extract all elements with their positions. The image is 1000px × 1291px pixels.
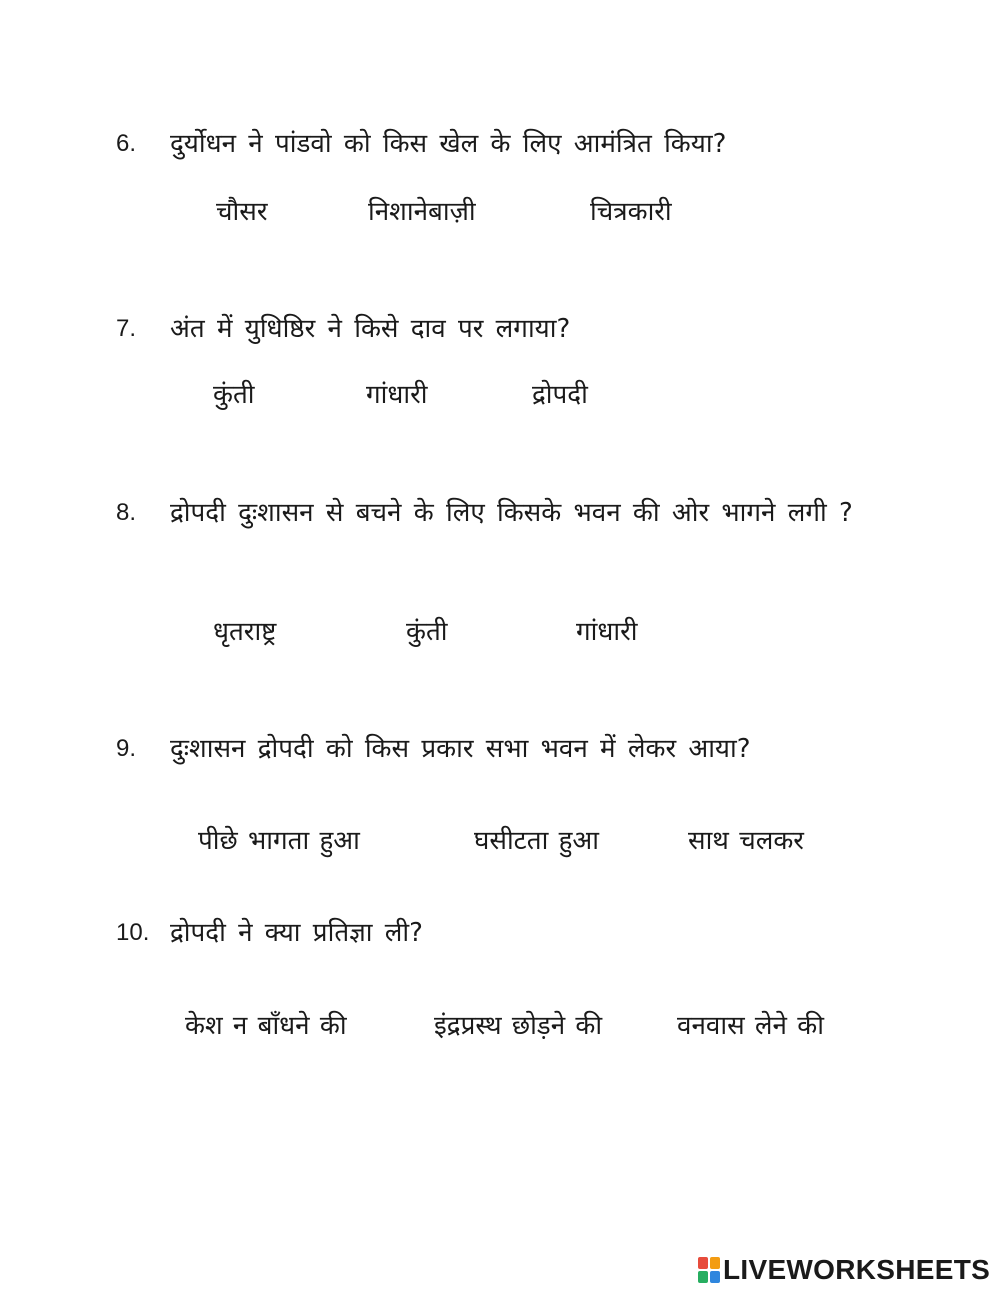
option-8a[interactable]: धृतराष्ट्र: [213, 617, 277, 647]
option-9c[interactable]: साथ चलकर: [688, 826, 804, 856]
question-number: 10.: [116, 919, 150, 946]
logo-mark-icon: [698, 1257, 720, 1283]
option-10c[interactable]: वनवास लेने की: [677, 1011, 824, 1041]
question-number: 8.: [116, 499, 137, 526]
option-6b[interactable]: निशानेबाज़ी: [368, 197, 476, 227]
logo-square-blue: [710, 1271, 720, 1283]
option-7b[interactable]: गांधारी: [366, 380, 428, 410]
question-text: दुःशासन द्रोपदी को किस प्रकार सभा भवन में लेकर आया?: [170, 734, 751, 764]
option-7a[interactable]: कुंती: [213, 380, 255, 410]
option-7c[interactable]: द्रोपदी: [532, 380, 588, 410]
logo-square-red: [698, 1257, 708, 1269]
option-9b[interactable]: घसीटता हुआ: [474, 826, 599, 856]
logo-square-green: [698, 1271, 708, 1283]
question-text: दुर्योधन ने पांडवो को किस खेल के लिए आमंत्रित किया?: [170, 129, 727, 159]
question-number: 6.: [116, 130, 137, 157]
option-8c[interactable]: गांधारी: [576, 617, 638, 647]
logo-text: LIVEWORKSHEETS: [723, 1254, 991, 1285]
question-text: अंत में युधिष्ठिर ने किसे दाव पर लगाया?: [170, 314, 571, 344]
option-9a[interactable]: पीछे भागता हुआ: [198, 826, 360, 856]
question-text: द्रोपदी दुःशासन से बचने के लिए किसके भवन की ओर भागने लगी ?: [170, 498, 853, 528]
option-10b[interactable]: इंद्रप्रस्थ छोड़ने की: [434, 1011, 603, 1041]
question-number: 9.: [116, 735, 137, 762]
option-6a[interactable]: चौसर: [216, 197, 268, 227]
option-8b[interactable]: कुंती: [406, 617, 448, 647]
logo-square-orange: [710, 1257, 720, 1269]
option-10a[interactable]: केश न बाँधने की: [185, 1011, 347, 1041]
question-number: 7.: [116, 315, 137, 342]
option-6c[interactable]: चित्रकारी: [590, 197, 672, 227]
question-text: द्रोपदी ने क्या प्रतिज्ञा ली?: [170, 918, 423, 948]
liveworksheets-logo[interactable]: [698, 1252, 990, 1288]
